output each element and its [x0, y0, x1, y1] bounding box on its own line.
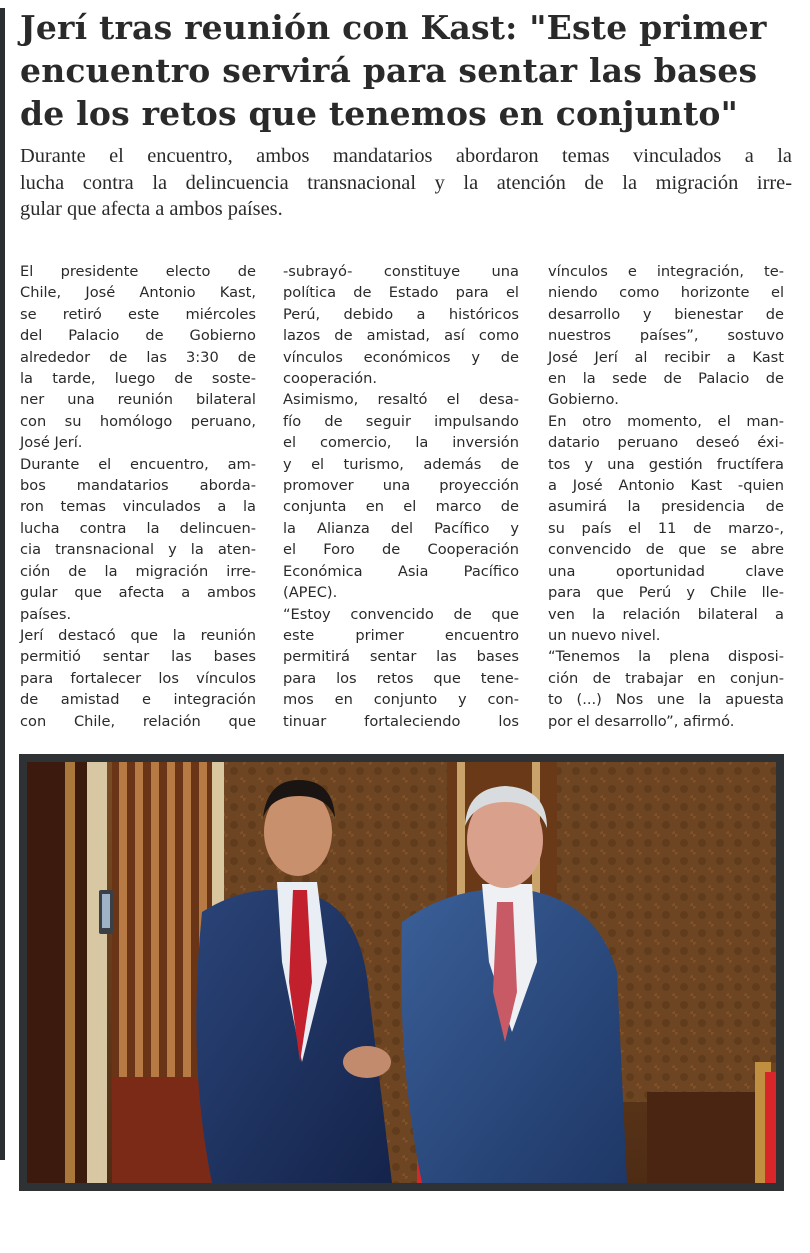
body-line: este primer encuentro	[283, 626, 519, 644]
door-frame	[27, 762, 87, 1183]
body-line: José Jerí al recibir a Kast	[548, 348, 784, 366]
body-line: mos en conjunto y con-	[283, 691, 519, 709]
body-paragraph	[548, 411, 784, 646]
body-paragraph	[283, 261, 519, 389]
body-line: lazos de amistad, así como	[283, 327, 519, 345]
body-line: a José Antonio Kast -quien	[548, 477, 784, 495]
body-line: El presidente electo de	[20, 263, 256, 280]
body-line: Chile, José Antonio Kast,	[20, 284, 256, 302]
body-paragraph	[283, 604, 519, 732]
headline-line: de los retos que tenemos en conjunto"	[20, 94, 738, 133]
cream-pillar	[87, 762, 107, 1183]
body-line: del Palacio de Gobierno	[20, 327, 256, 345]
chair-red	[765, 1072, 776, 1183]
body-line: y el turismo, además de	[283, 455, 519, 473]
handshake	[343, 1046, 391, 1078]
article-body	[20, 261, 788, 751]
body-paragraph	[20, 625, 256, 732]
body-line: fío de seguir impulsando	[283, 412, 519, 430]
body-line: En otro momento, el man-	[548, 412, 784, 430]
body-line: una oportunidad clave	[548, 562, 784, 580]
body-line: cooperación.	[283, 370, 377, 388]
body-line: vínculos e integración, te-	[548, 263, 784, 280]
body-line: su país el 11 de marzo-,	[548, 519, 784, 537]
body-line: asumirá la presidencia de	[548, 498, 784, 516]
body-column-2	[283, 261, 519, 732]
body-line: (APEC).	[283, 584, 338, 602]
body-line: un nuevo nivel.	[548, 626, 661, 644]
body-line: -subrayó- constituye una	[283, 263, 519, 280]
body-line: en la sede de Palacio de	[548, 370, 784, 388]
lede-line: gular que afecta a ambos países.	[20, 198, 283, 220]
body-line: datario peruano deseó éxi-	[548, 434, 784, 452]
body-line: de amistad e integración	[20, 691, 256, 709]
body-line: para que Perú y Chile lle-	[548, 584, 784, 602]
body-line: Gobierno.	[548, 391, 619, 409]
body-line: desarrollo y bienestar de	[548, 305, 784, 323]
body-line: bos mandatarios aborda-	[20, 477, 256, 495]
body-line: tinuar fortaleciendo los	[283, 712, 519, 730]
body-line: con Chile, relación que	[20, 712, 256, 730]
body-paragraph	[548, 261, 784, 411]
article-photo	[27, 762, 776, 1183]
body-paragraph	[548, 646, 784, 732]
body-column-1	[20, 261, 256, 732]
body-line: para fortalecer los vínculos	[20, 669, 256, 687]
body-line: vínculos económicos y de	[283, 348, 519, 366]
body-line: ción de trabajar en conjun-	[548, 669, 784, 687]
body-line: niendo como horizonte el	[548, 284, 784, 302]
body-line: se retiró este miércoles	[20, 305, 256, 323]
body-line: con su homólogo peruano,	[20, 412, 256, 430]
body-line: tos y una gestión fructífera	[548, 455, 784, 473]
lede-line: lucha contra la delincuencia transnacional y la atención de la migración irre-	[20, 171, 792, 194]
body-line: Perú, debido a históricos	[283, 305, 519, 323]
body-line: Asimismo, resaltó el desa-	[283, 391, 519, 409]
body-line: gular que afecta a ambos	[20, 584, 256, 602]
lede-line: Durante el encuentro, ambos mandatarios abordaron temas vinculados a la	[20, 145, 792, 167]
body-line: para los retos que tene-	[283, 669, 519, 687]
lede	[20, 143, 792, 223]
body-line: Durante el encuentro, am-	[20, 455, 256, 473]
body-line: el Foro de Cooperación	[283, 541, 519, 559]
body-line: por el desarrollo”, afirmó.	[548, 712, 735, 730]
body-line: Jerí destacó que la reunión	[20, 626, 256, 644]
body-line: Económica Asia Pacífico	[283, 562, 519, 580]
headline-line: Jerí tras reunión con Kast: "Este primer	[20, 8, 767, 47]
handshake-photo-illustration	[27, 762, 776, 1183]
body-paragraph	[283, 389, 519, 603]
headline	[20, 6, 790, 135]
headline-line: encuentro servirá para sentar las bases	[20, 51, 758, 90]
body-line: to (...) Nos une la apuesta	[548, 691, 784, 709]
body-line: permitirá sentar las bases	[283, 648, 519, 666]
body-line: ner una reunión bilateral	[20, 391, 256, 409]
body-line: lucha contra la delincuen-	[20, 519, 256, 537]
body-paragraph	[20, 261, 256, 454]
body-column-3	[548, 261, 784, 732]
body-paragraph	[20, 454, 256, 625]
body-line: cia transnacional y la aten-	[20, 541, 256, 559]
body-line: promover una proyección	[283, 477, 519, 495]
left-column-rule	[0, 8, 5, 1160]
body-line: conjunta en el marco de	[283, 498, 519, 516]
wall-panel-screen	[102, 894, 110, 928]
body-line: la tarde, luego de soste-	[20, 370, 256, 388]
photo-frame	[19, 754, 784, 1191]
body-line: permitió sentar las bases	[20, 648, 256, 666]
body-line: la Alianza del Pacífico y	[283, 519, 519, 537]
body-line: José Jerí.	[20, 434, 83, 452]
body-line: ron temas vinculados a la	[20, 498, 256, 516]
body-line: “Estoy convencido de que	[283, 605, 519, 623]
body-line: política de Estado para el	[283, 284, 519, 302]
body-line: ven la relación bilateral a	[548, 605, 784, 623]
body-line: “Tenemos la plena disposi-	[548, 648, 784, 666]
body-line: nuestros países”, sostuvo	[548, 327, 784, 345]
body-line: alrededor de las 3:30 de	[20, 348, 256, 366]
gold-trim	[65, 762, 75, 1183]
body-line: convencido de que se abre	[548, 541, 784, 559]
body-line: países.	[20, 605, 72, 623]
body-line: ción de la migración irre-	[20, 562, 256, 580]
body-line: el comercio, la inversión	[283, 434, 519, 452]
wood-panel-right	[647, 1092, 757, 1183]
